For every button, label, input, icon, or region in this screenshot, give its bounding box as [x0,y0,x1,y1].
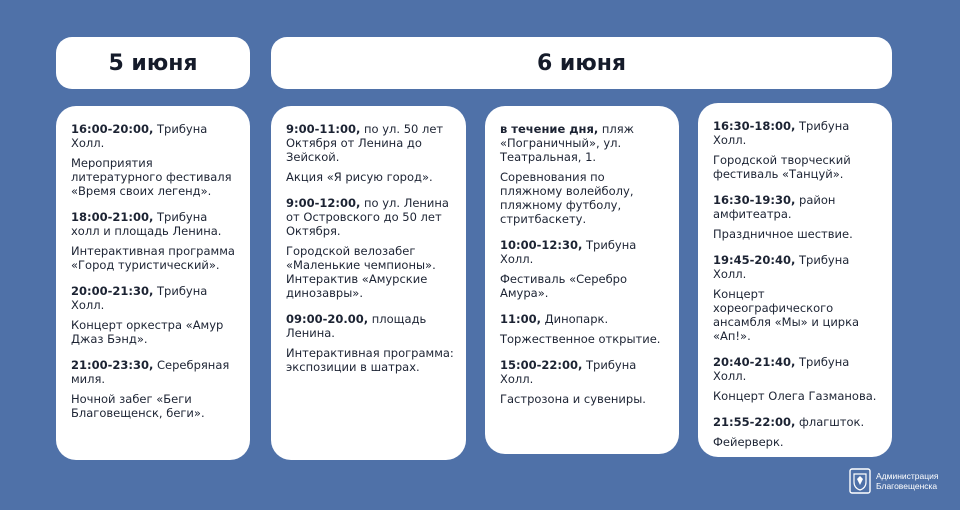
event-time-place [713,355,880,383]
event-time: 9:00-12:00, [286,196,361,210]
event-time-place [71,210,238,238]
event-place: Трибуна Холл. [713,253,850,281]
event-time-place [71,358,238,386]
event-time: 19:45-20:40, [713,253,796,267]
day-header-label: 5 июня [108,50,198,76]
schedule-event [713,415,880,449]
event-description: Гастрозона и сувениры. [500,392,646,406]
schedule-event [71,284,238,346]
event-place: Трибуна холл и площадь Ленина. [71,210,222,238]
event-time-place [713,415,880,429]
event-place: район амфитеатра. [713,193,836,221]
event-time-place [713,193,880,221]
schedule-card-june-6-c [698,103,892,457]
event-place: Трибуна Холл. [713,119,850,147]
event-time: 16:00-20:00, [71,122,154,136]
event-time: 11:00, [500,312,541,326]
day-header-label: 6 июня [536,50,627,76]
schedule-card-june-5 [56,106,250,460]
event-time-place [500,358,667,386]
event-description: Ночной забег «Беги Благовещенск, беги». [71,392,205,420]
event-place: площадь Ленина. [286,312,427,340]
event-description: Концерт оркестра «Амур Джаз Бэнд». [71,318,224,346]
event-time-place [71,122,238,150]
event-place: по ул. 50 лет Октября от Ленина до Зейской. [286,122,444,164]
event-time: 10:00-12:30, [500,238,583,252]
event-time: 20:00-21:30, [71,284,154,298]
event-time: 9:00-11:00, [286,122,361,136]
event-time: 09:00-20.00, [286,312,369,326]
schedule-event [71,210,238,272]
event-description: Мероприятия литературного фестиваля «Время своих легенд». [71,156,232,198]
event-description: Фестиваль «Серебро Амура». [500,272,628,300]
event-time: 15:00-22:00, [500,358,583,372]
event-place: Трибуна Холл. [713,355,850,383]
event-time: в течение дня, [500,122,599,136]
event-time-place [71,284,238,312]
event-place: Трибуна Холл. [71,284,208,312]
schedule-event [713,253,880,343]
schedule-event [71,358,238,420]
event-time-place [286,312,454,340]
event-description: Концерт хореографического ансамбля «Мы» и цирка «Ап!». [713,287,860,343]
event-time: 16:30-19:30, [713,193,796,207]
event-time-place [500,238,667,266]
event-place: Динопарк. [540,312,609,326]
event-description: Городской велозабег «Маленькие чемпионы». Интерактив «Амурские динозавры». [286,244,436,300]
event-time-place [713,119,880,147]
event-description: Торжественное открытие. [500,332,661,346]
schedule-event [713,193,880,241]
event-time: 16:30-18:00, [713,119,796,133]
event-description: Фейерверк. [713,435,784,449]
day-header-june-5 [56,37,250,89]
schedule-event [713,355,880,403]
event-place: Трибуна Холл. [500,358,637,386]
day-header-june-6 [271,37,892,89]
event-place: Трибуна Холл. [500,238,637,266]
schedule-event [500,312,667,346]
event-place: Трибуна Холл. [71,122,208,150]
schedule-event [500,122,667,226]
event-description: Соревнования по пляжному волейболу, пляжному футболу, стритбаскету. [500,170,634,226]
event-time: 20:40-21:40, [713,355,796,369]
event-place: по ул. Ленина от Островского до 50 лет Октября. [286,196,449,238]
schedule-event [286,122,454,184]
logo-line-2: Благовещенска [876,481,938,491]
event-time-place [500,122,667,164]
event-time-place [500,312,667,326]
event-time-place [286,196,454,238]
event-place: флагшток. [795,415,865,429]
schedule-event [71,122,238,198]
schedule-event [713,119,880,181]
event-description: Интерактивная программа «Город туристический». [71,244,235,272]
event-place: Серебряная миля. [71,358,230,386]
event-time: 21:55-22:00, [713,415,796,429]
coat-of-arms-icon [849,468,871,494]
administration-logo [849,468,938,494]
event-description: Интерактивная программа: экспозиции в шатрах. [286,346,454,374]
event-description: Концерт Олега Газманова. [713,389,877,403]
event-time-place [713,253,880,281]
schedule-event [286,312,454,374]
schedule-card-june-6-b [485,106,679,454]
event-description: Акция «Я рисую город». [286,170,433,184]
event-time-place [286,122,454,164]
schedule-event [286,196,454,300]
event-description: Праздничное шествие. [713,227,853,241]
schedule-event [500,238,667,300]
event-time: 21:00-23:30, [71,358,154,372]
logo-line-1: Администрация [876,471,939,481]
schedule-event [500,358,667,406]
event-place: пляж «Пограничный», ул. Театральная, 1. [500,122,635,164]
event-time: 18:00-21:00, [71,210,154,224]
event-description: Городской творческий фестиваль «Танцуй». [713,153,851,181]
schedule-card-june-6-a [271,106,466,460]
